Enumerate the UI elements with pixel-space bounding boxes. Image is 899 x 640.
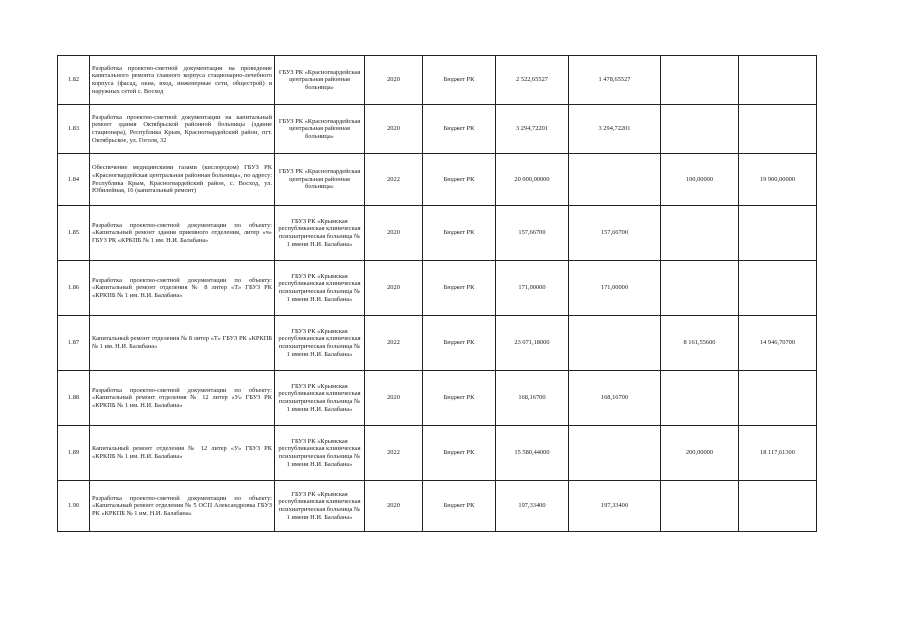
row-number: 1.84	[58, 154, 90, 206]
funding-source: Бюджет РК	[423, 105, 496, 154]
amount-2022: 14 946,70700	[739, 316, 817, 371]
table-row	[58, 154, 817, 206]
total-amount: 2 522,65527	[496, 56, 569, 105]
organization: ГБУЗ РК «Крымская республиканская клиническая психиатрическая больница № 1 имени Н.И. Балабана»	[275, 481, 365, 532]
amount-2020: 197,33400	[569, 481, 661, 532]
row-number: 1.90	[58, 481, 90, 532]
row-number: 1.88	[58, 371, 90, 426]
organization: ГБУЗ РК «Крымская республиканская клиническая психиатрическая больница № 1 имени Н.И. Балабана»	[275, 426, 365, 481]
funding-source: Бюджет РК	[423, 154, 496, 206]
row-number: 1.83	[58, 105, 90, 154]
amount-2020: 1 478,65527	[569, 56, 661, 105]
total-amount: 171,00000	[496, 261, 569, 316]
year: 2020	[365, 481, 423, 532]
amount-2021	[661, 105, 739, 154]
amount-2022: 19 900,00000	[739, 154, 817, 206]
year: 2020	[365, 206, 423, 261]
object-name: Разработка проектно-сметной документации по объекту: «Капитальный ремонт отделения № 12 литер «У» ГБУЗ РК «КРКПБ № 1 им. Н.И. Балабана»	[90, 371, 275, 426]
table-row	[58, 261, 817, 316]
total-amount: 168,16700	[496, 371, 569, 426]
year: 2022	[365, 316, 423, 371]
funding-source: Бюджет РК	[423, 316, 496, 371]
funding-source: Бюджет РК	[423, 481, 496, 532]
year: 2022	[365, 426, 423, 481]
year: 2020	[365, 105, 423, 154]
amount-2020: 171,00000	[569, 261, 661, 316]
object-name: Разработка проектно-сметной документации на капитальный ремонт здания Октябрьской районной больницы (здание стационара), Республика Крым, Красногвардейский район, пгт. Октябрьское, ул. Гоголя, 32	[90, 105, 275, 154]
row-number: 1.89	[58, 426, 90, 481]
amount-2022	[739, 206, 817, 261]
amount-2020	[569, 154, 661, 206]
amount-2021: 100,00000	[661, 154, 739, 206]
amount-2021: 8 161,55600	[661, 316, 739, 371]
amount-2022: 18 117,61300	[739, 426, 817, 481]
object-name: Разработка проектно-сметной документации по объекту: «Капитальный ремонт отделения № 8 литер «Т» ГБУЗ РК «КРКПБ № 1 им. Н.И. Балабана»	[90, 261, 275, 316]
amount-2020	[569, 426, 661, 481]
table-row	[58, 371, 817, 426]
amount-2022	[739, 481, 817, 532]
organization: ГБУЗ РК «Крымская республиканская клиническая психиатрическая больница № 1 имени Н.И. Балабана»	[275, 371, 365, 426]
object-name: Обеспечение медицинскими газами (кислородом) ГБУЗ РК «Красногвардейская центральная районная больница», по адресу: Республика Крым, Красногвардейский район, с. Восход, ул. Юбилейная, 16 (капитальный ремонт)	[90, 154, 275, 206]
year: 2020	[365, 56, 423, 105]
table-row	[58, 56, 817, 105]
object-name: Капитальный ремонт отделения № 8 литер «Т» ГБУЗ РК «КРКПБ № 1 им. Н.И. Балабана»	[90, 316, 275, 371]
year: 2020	[365, 371, 423, 426]
organization: ГБУЗ РК «Крымская республиканская клиническая психиатрическая больница № 1 имени Н.И. Балабана»	[275, 316, 365, 371]
table-row	[58, 426, 817, 481]
funding-source: Бюджет РК	[423, 371, 496, 426]
total-amount: 157,66700	[496, 206, 569, 261]
table-row	[58, 206, 817, 261]
funding-source: Бюджет РК	[423, 426, 496, 481]
organization: ГБУЗ РК «Крымская республиканская клиническая психиатрическая больница № 1 имени Н.И. Балабана»	[275, 206, 365, 261]
table-row	[58, 316, 817, 371]
total-amount: 3 294,72201	[496, 105, 569, 154]
row-number: 1.86	[58, 261, 90, 316]
object-name: Разработка проектно-сметной документации по объекту: «Капитальный ремонт отделения № 5 ОСП Александровка ГБУЗ РК «КРКПБ № 1 им. Н.И. Балабана»	[90, 481, 275, 532]
amount-2020: 168,16700	[569, 371, 661, 426]
amount-2020: 157,66700	[569, 206, 661, 261]
amount-2021	[661, 206, 739, 261]
funding-source: Бюджет РК	[423, 56, 496, 105]
amount-2022	[739, 56, 817, 105]
object-name: Капитальный ремонт отделения № 12 литер «У» ГБУЗ РК «КРКПБ № 1 им. Н.И. Балабана»	[90, 426, 275, 481]
row-number: 1.82	[58, 56, 90, 105]
amount-2021	[661, 481, 739, 532]
total-amount: 197,33400	[496, 481, 569, 532]
total-amount: 23 071,18000	[496, 316, 569, 371]
row-number: 1.85	[58, 206, 90, 261]
organization: ГБУЗ РК «Красногвардейская центральная районная больница»	[275, 56, 365, 105]
amount-2021	[661, 261, 739, 316]
table-row	[58, 105, 817, 154]
object-name: Разработка проектно-сметной документации на проведение капитального ремонта главного корпуса стационарно-лечебного корпуса (фасад, окна, вход, инженерные сети, общестрой) и наружных сетей с. Восход	[90, 56, 275, 105]
year: 2022	[365, 154, 423, 206]
total-amount: 20 000,00000	[496, 154, 569, 206]
organization: ГБУЗ РК «Красногвардейская центральная районная больница»	[275, 105, 365, 154]
amount-2021	[661, 56, 739, 105]
organization: ГБУЗ РК «Крымская республиканская клиническая психиатрическая больница № 1 имени Н.И. Балабана»	[275, 261, 365, 316]
amount-2020	[569, 316, 661, 371]
amount-2022	[739, 371, 817, 426]
funding-source: Бюджет РК	[423, 261, 496, 316]
organization: ГБУЗ РК «Красногвардейская центральная районная больница»	[275, 154, 365, 206]
amount-2022	[739, 105, 817, 154]
amount-2020: 3 294,72201	[569, 105, 661, 154]
amount-2021: 200,00000	[661, 426, 739, 481]
amount-2022	[739, 261, 817, 316]
object-name: Разработка проектно-сметной документации по объекту: «Капитальный ремонт здания приемного отделения, литер «ч» ГБУЗ РК «КРКПБ № 1 им. Н.И. Балабана»	[90, 206, 275, 261]
total-amount: 15 580,44000	[496, 426, 569, 481]
table-row	[58, 481, 817, 532]
row-number: 1.87	[58, 316, 90, 371]
budget-table	[57, 55, 817, 532]
amount-2021	[661, 371, 739, 426]
funding-source: Бюджет РК	[423, 206, 496, 261]
year: 2020	[365, 261, 423, 316]
